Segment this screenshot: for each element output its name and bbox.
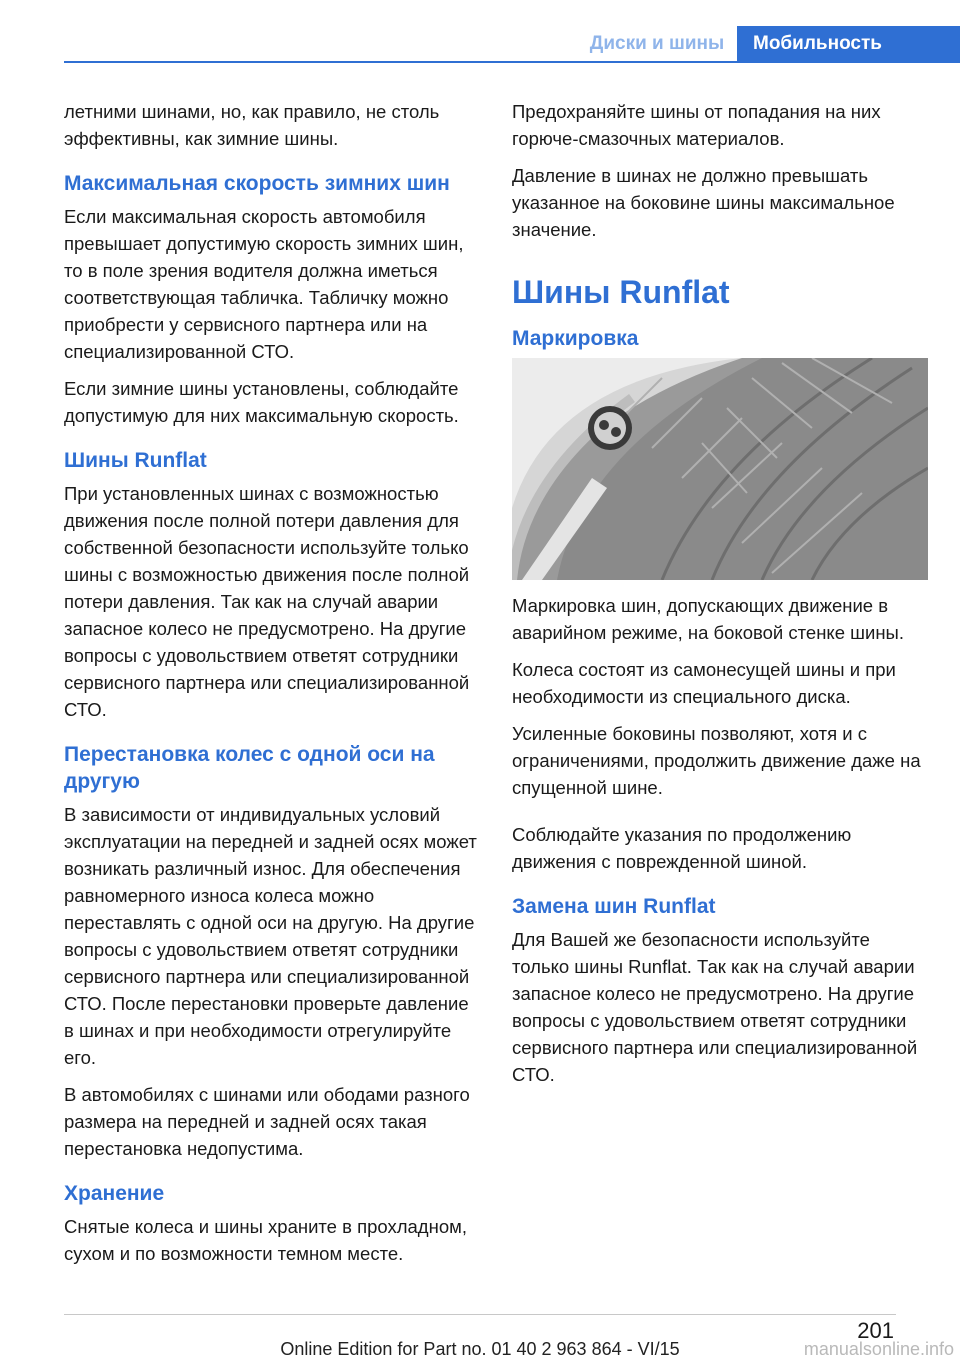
marking-paragraph-2: Колеса состоят из самонесущей шины и при необходимости из специального диска.: [512, 659, 896, 707]
chapter-tab[interactable]: Мобильность: [737, 26, 960, 62]
marking-caption: Маркировка шин, допускающих движение в аварийном режиме, на боковой стенке шины.: [512, 595, 904, 643]
tire-marking-image: [512, 358, 928, 580]
edition-line: Online Edition for Part no. 01 40 2 963 864 - VI/15: [280, 1339, 680, 1359]
section-tab[interactable]: Диски и шины: [589, 33, 725, 54]
max-speed-paragraph-1: Если максимальная скорость автомобиля превышает допустимую скорость зимних шин, то в поле зрения водителя должна иметься соответствующая табличка. Табличку можно приобрести у сервисного партнера или на специализированной СТО.: [64, 206, 464, 362]
runflat-symbol-icon: [588, 406, 632, 450]
heading-runflat: Шины Runflat: [64, 449, 207, 472]
rotation-paragraph-2: В автомобилях с шинами или ободами разного размера на передней и задней осях такая перестановка недопустима.: [64, 1084, 470, 1159]
watermark: manualsonline.info: [803, 1339, 954, 1359]
heading-max-speed: Максимальная скорость зимних шин: [64, 172, 450, 195]
storage-paragraph: Снятые колеса и шины храните в прохладном, сухом и по возможности темном месте.: [64, 1216, 467, 1264]
heading-runflat-main: Шины Runflat: [512, 274, 730, 310]
runflat-paragraph: При установленных шинах с возможностью движения после полной потери давления для собственной безопасности используйте только шины с возможностью движения после полной потери давления. Так как на случай аварии запасное колесо не предусмотрено. На другие вопросы с удовольствием ответят сотрудники сервисного партнера или специализированной СТО.: [64, 483, 470, 720]
right-column: [512, 98, 930, 1098]
rotation-paragraph-1: В зависимости от индивидуальных условий эксплуатации на передней и задней осях может возникать различный износ. Для обеспечения равномерного износа колеса можно переставлять с одной оси на другую. На другие вопросы с удовольствием ответят сотрудники сервисного партнера или специализированной СТО. После перестановки проверьте давление в шинах и при необходимости отрегулируйте его.: [64, 804, 477, 1068]
page-number: 201: [857, 1318, 894, 1343]
heading-marking: Маркировка: [512, 327, 639, 350]
replace-paragraph: Для Вашей же безопасности используйте только шины Runflat. Так как на случай аварии запасное колесо не предусмотрено. На другие вопросы с удовольствием ответят сотрудники сервисного партнера или специализированной СТО.: [512, 929, 918, 1085]
intro-paragraph: летними шинами, но, как правило, не столь эффективны, как зимние шины.: [64, 101, 440, 149]
left-column: [64, 98, 482, 1277]
marking-paragraph-3: Усиленные боковины позволяют, хотя и с ограничениями, продолжить движение даже на спущенной шине.: [512, 723, 921, 798]
heading-rotation: Перестановка колес с одной оси на другую: [64, 743, 435, 793]
max-speed-paragraph-2: Если зимние шины установлены, соблюдайте допустимую для них максимальную скорость.: [64, 378, 459, 426]
storage-paragraph-2: Предохраняйте шины от попадания на них горюче-смазочных материалов.: [512, 101, 881, 149]
heading-replace: Замена шин Runflat: [512, 895, 716, 918]
storage-paragraph-3: Давление в шинах не должно превышать указанное на боковине шины максимальное значение.: [512, 165, 895, 240]
marking-paragraph-4: Соблюдайте указания по продолжению движения с поврежденной шиной.: [512, 824, 852, 872]
footer-rule: [64, 1314, 896, 1315]
heading-storage: Хранение: [64, 1182, 165, 1205]
